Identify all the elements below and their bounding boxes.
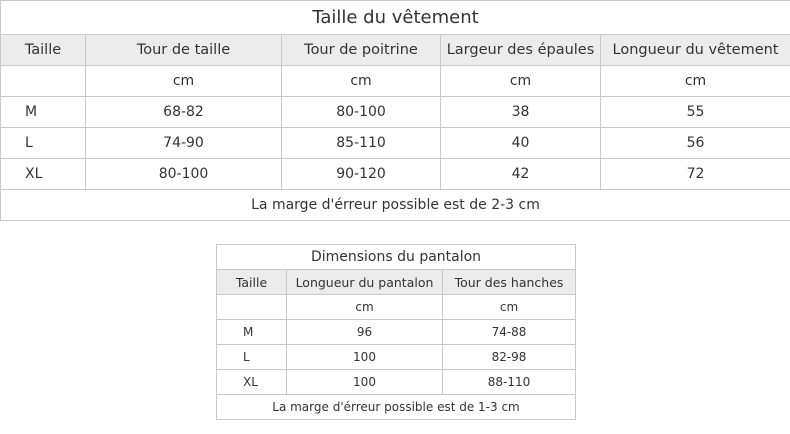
unit-cell: cm: [601, 66, 790, 97]
header-longueur-vetement: Longueur du vêtement: [601, 35, 790, 66]
unit-cell: cm: [441, 66, 601, 97]
garment-units-row: [1, 66, 790, 97]
size-label: XL: [1, 159, 86, 190]
table-cell: 100: [287, 370, 443, 395]
table-row: [217, 370, 576, 395]
table-cell: 72: [601, 159, 790, 190]
unit-cell: cm: [443, 295, 576, 320]
table-cell: 96: [287, 320, 443, 345]
header-tour-de-taille: Tour de taille: [86, 35, 282, 66]
unit-cell: [1, 66, 86, 97]
table-cell: 55: [601, 97, 790, 128]
unit-cell: cm: [282, 66, 441, 97]
header-tour-de-poitrine: Tour de poitrine: [282, 35, 441, 66]
pants-header-row: [217, 270, 576, 295]
pants-table-title: Dimensions du pantalon: [217, 245, 576, 270]
table-cell: 74-90: [86, 128, 282, 159]
table-cell: 90-120: [282, 159, 441, 190]
table-cell: 42: [441, 159, 601, 190]
pants-error-note: La marge d'érreur possible est de 1-3 cm: [217, 395, 576, 420]
table-cell: 38: [441, 97, 601, 128]
table-row: [1, 128, 790, 159]
size-label: M: [1, 97, 86, 128]
size-label: L: [217, 345, 287, 370]
garment-error-note: La marge d'érreur possible est de 2-3 cm: [1, 190, 790, 221]
unit-cell: cm: [287, 295, 443, 320]
header-longueur-pantalon: Longueur du pantalon: [287, 270, 443, 295]
table-cell: 85-110: [282, 128, 441, 159]
table-row: [1, 97, 790, 128]
table-cell: 80-100: [282, 97, 441, 128]
size-label: M: [217, 320, 287, 345]
table-cell: 100: [287, 345, 443, 370]
unit-cell: cm: [86, 66, 282, 97]
garment-table-title: Taille du vêtement: [1, 1, 790, 35]
table-cell: 56: [601, 128, 790, 159]
header-taille: Taille: [217, 270, 287, 295]
table-row: [217, 320, 576, 345]
table-cell: 88-110: [443, 370, 576, 395]
header-largeur-epaules: Largeur des épaules: [441, 35, 601, 66]
table-cell: 74-88: [443, 320, 576, 345]
size-label: XL: [217, 370, 287, 395]
header-tour-des-hanches: Tour des hanches: [443, 270, 576, 295]
header-taille: Taille: [1, 35, 86, 66]
table-cell: 80-100: [86, 159, 282, 190]
pants-size-table: [216, 244, 576, 420]
unit-cell: [217, 295, 287, 320]
size-label: L: [1, 128, 86, 159]
table-cell: 40: [441, 128, 601, 159]
table-cell: 68-82: [86, 97, 282, 128]
garment-header-row: [1, 35, 790, 66]
table-cell: 82-98: [443, 345, 576, 370]
pants-units-row: [217, 295, 576, 320]
table-row: [1, 159, 790, 190]
table-row: [217, 345, 576, 370]
